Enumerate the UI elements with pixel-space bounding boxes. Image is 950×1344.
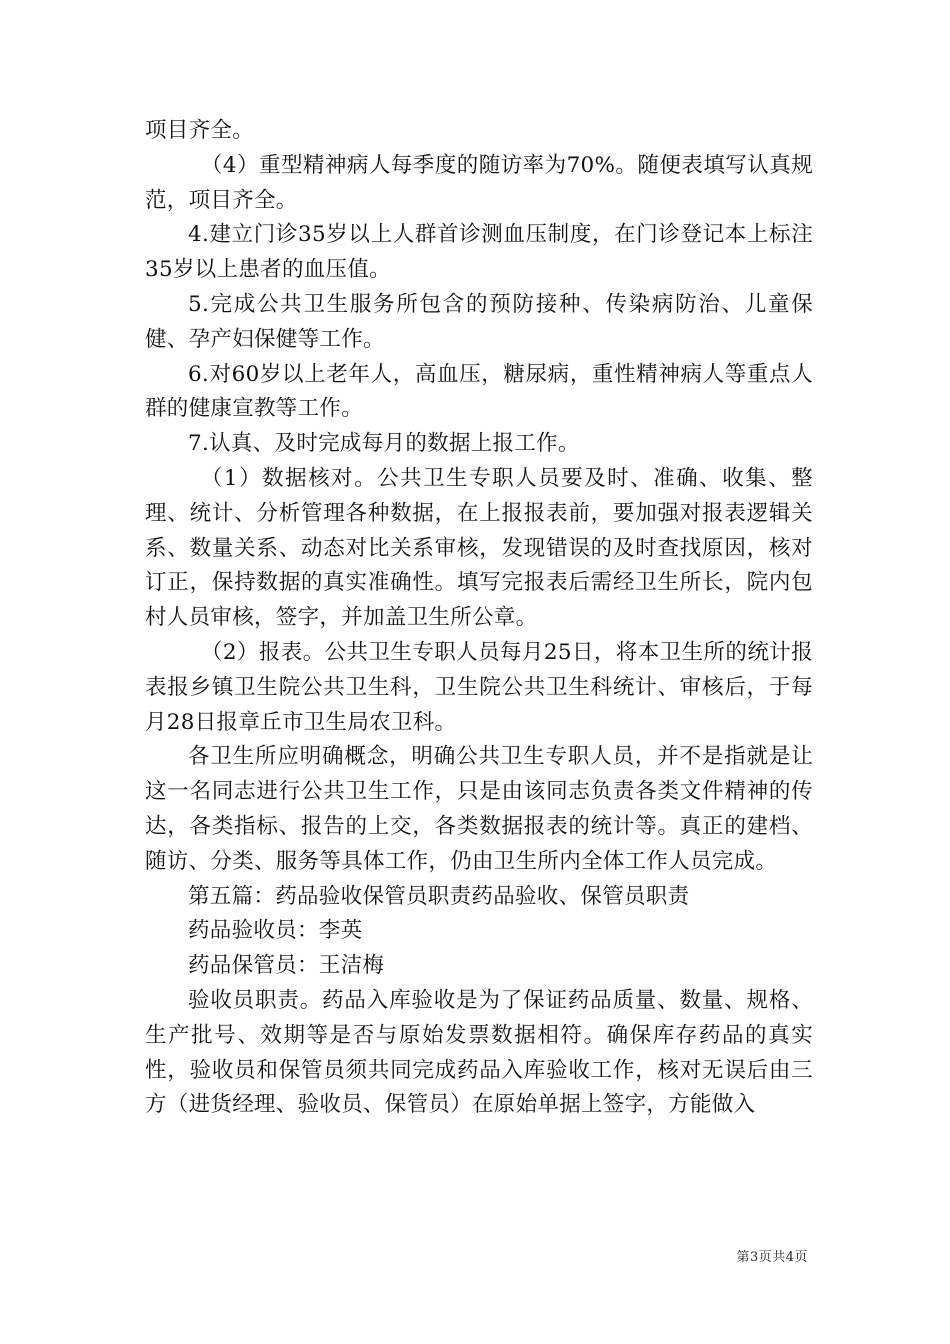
page-number-footer: 第3页共4页 — [736, 1250, 808, 1265]
paragraph-inspector-duties: 验收员职责。药品入库验收是为了保证药品质量、数量、规格、生产批号、效期等是否与原始发票数据相符。确保库存药品的真实性，验收员和保管员须共同完成药品入库验收工作，核对无误后由三方（进货经理、验收员、保管员）在原始单据上签字，方能做入 — [145, 987, 813, 1118]
paragraph-data-check: （1）数据核对。公共卫生专职人员要及时、准确、收集、整理、统计、分析管理各种数据，在上报报表前，要加强对报表逻辑关系、数量关系、动态对比关系审核，发现错误的及时查找原因，核对订正，保持数据的真实准确性。填写完报表后需经卫生所长，院内包村人员审核，签字，并加盖卫生所公章。 — [145, 465, 813, 631]
paragraph-keeper-name: 药品保管员：王洁梅 — [188, 953, 385, 979]
paragraph-item-4-psychiatric-followup: （4）重型精神病人每季度的随访率为70%。随便表填写认真规范，项目齐全。 — [145, 152, 813, 213]
paragraph-item-5-public-health: 5.完成公共卫生服务所包含的预防接种、传染病防治、儿童保健、孕产妇保健等工作。 — [145, 291, 813, 352]
paragraph-inspector-name: 药品验收员：李英 — [188, 918, 363, 944]
paragraph-concept-note: 各卫生所应明确概念，明确公共卫生专职人员，并不是指就是让这一名同志进行公共卫生工作，只是由该同志负责各类文件精神的传达，各类指标、报告的上交，各类数据报表的统计等。真正的建档、随访、分类、服务等具体工作，仍由卫生所内全体工作人员完成。 — [145, 744, 813, 874]
paragraph-report-submission: （2）报表。公共卫生专职人员每月25日，将本卫生所的统计报表报乡镇卫生院公共卫生科，卫生院公共卫生科统计、审核后，于每月28日报章丘市卫生局农卫科。 — [145, 639, 813, 735]
paragraph-item-6-health-education: 6.对60岁以上老年人，高血压，糖尿病，重性精神病人等重点人群的健康宣教等工作。 — [145, 361, 813, 422]
paragraph-continuation: 项目齐全。 — [145, 118, 255, 143]
section-heading-part-five: 第五篇：药品验收保管员职责药品验收、保管员职责 — [188, 883, 690, 909]
paragraph-item-4-blood-pressure: 4.建立门诊35岁以上人群首诊测血压制度，在门诊登记本上标注35岁以上患者的血压值。 — [145, 222, 813, 283]
paragraph-item-7-monthly-report: 7.认真、及时完成每月的数据上报工作。 — [188, 431, 580, 457]
document-body — [145, 114, 813, 1123]
